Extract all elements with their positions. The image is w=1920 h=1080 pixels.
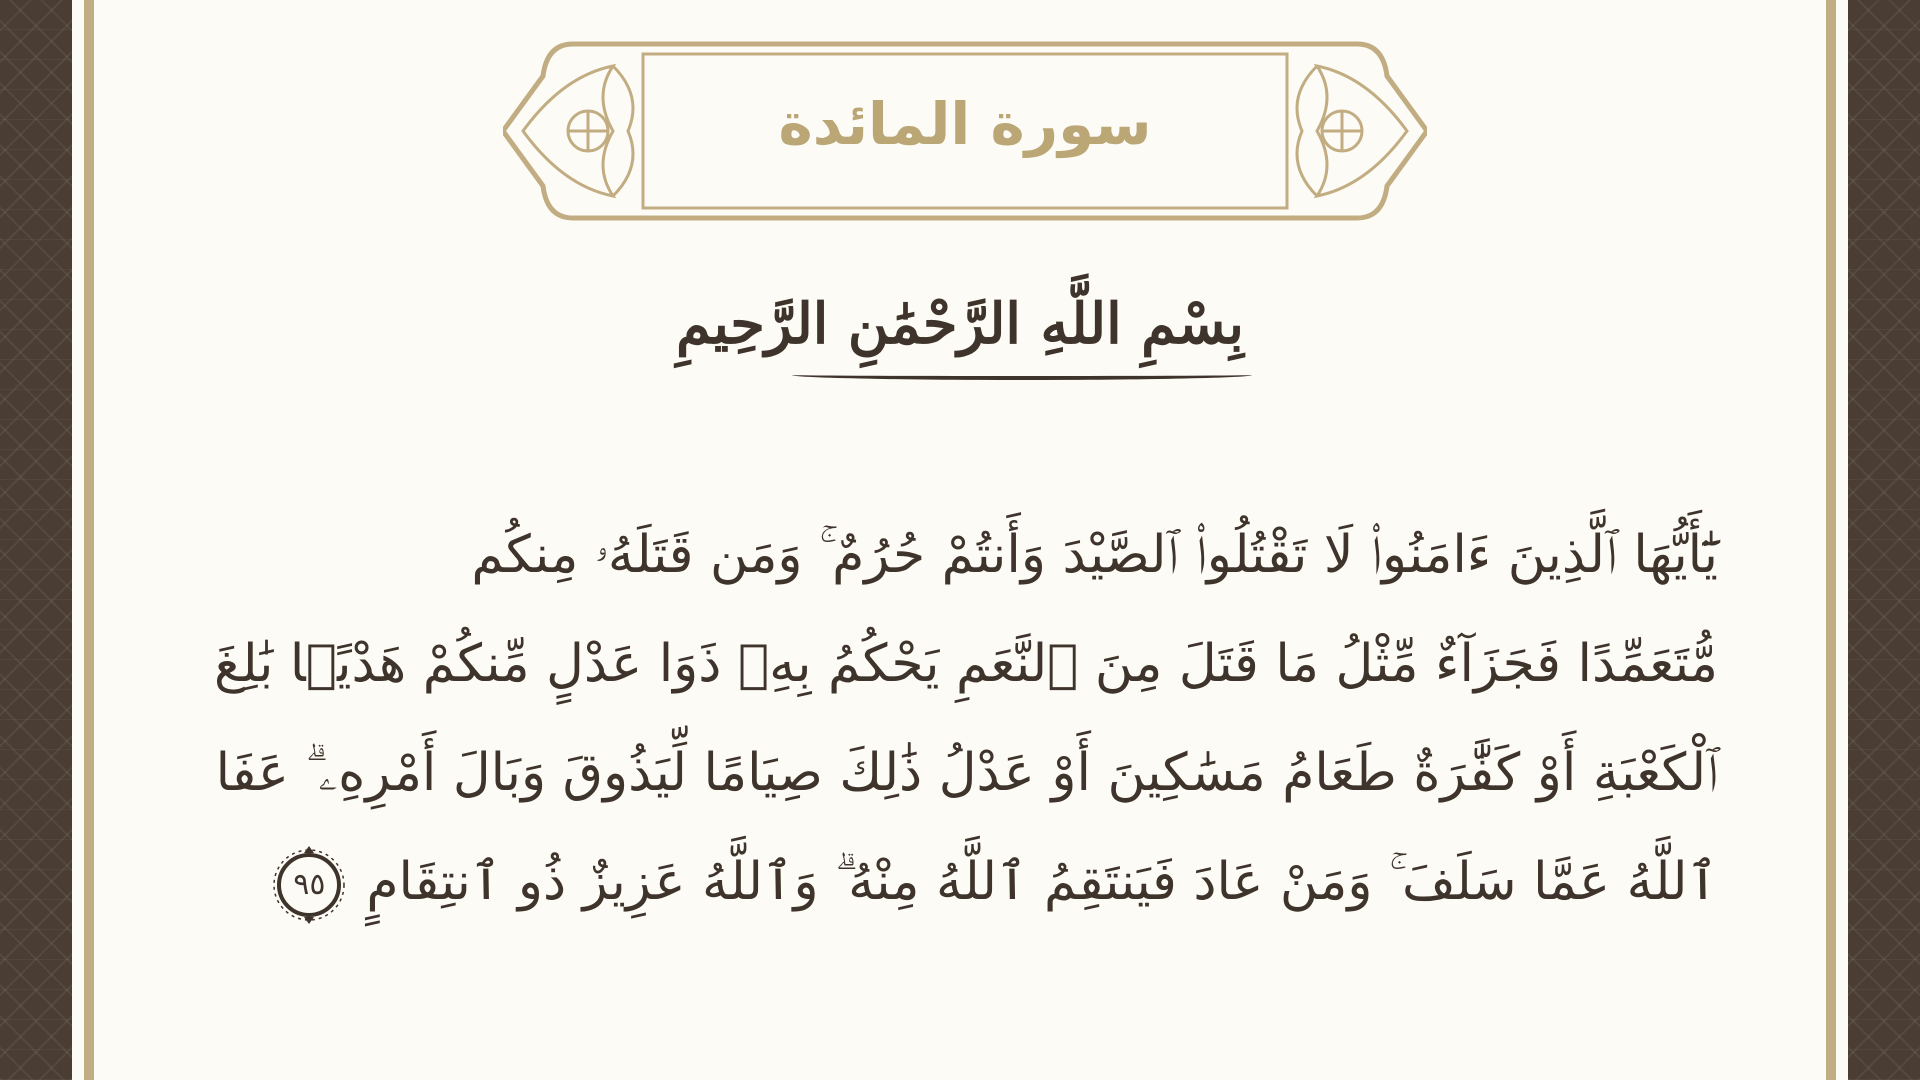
verse-line: مُّتَعَمِّدًا فَجَزَآءٌ مِّثْلُ مَا قَتَلَ مِنَ ٱلنَّعَمِ يَحْكُمُ بِهِۦ ذَوَا عَدْلٍ مِّنكُمْ هَدْيًۢا بَٰلِغَ — [214, 634, 1718, 694]
verse-text — [192, 505, 1718, 941]
basmala: بِسْمِ اللَّهِ الرَّحْمَٰنِ الرَّحِيمِ — [676, 291, 1244, 357]
page-sheet — [72, 0, 1848, 1080]
surah-title-cartouche — [503, 36, 1427, 226]
verse-line-text: ٱللَّهُ عَمَّا سَلَفَ ۚ وَمَنْ عَادَ فَيَنتَقِمُ ٱللَّهُ مِنْهُ ۗ وَٱللَّهُ عَزِيزٌ ذُو ٱنتِقَامٍ — [366, 852, 1718, 912]
left-ornamental-border — [0, 0, 72, 1080]
right-gold-rule — [1826, 0, 1836, 1080]
right-ornamental-border — [1848, 0, 1920, 1080]
verse-line — [192, 832, 1718, 941]
surah-title: سورة المائدة — [778, 90, 1152, 158]
left-gold-rule — [84, 0, 94, 1080]
ayah-end-marker — [268, 844, 350, 926]
verse-line: يَٰٓأَيُّهَا ٱلَّذِينَ ءَامَنُوا۟ لَا تَقْتُلُوا۟ ٱلصَّيْدَ وَأَنتُمْ حُرُمٌ ۚ وَمَن قَتَلَهُۥ مِنكُم — [471, 525, 1718, 585]
basmala-flourish — [792, 370, 1252, 380]
ayah-number: ٩٥ — [293, 867, 326, 902]
verse-line: ٱلْكَعْبَةِ أَوْ كَفَّٰرَةٌ طَعَامُ مَسَٰكِينَ أَوْ عَدْلُ ذَٰلِكَ صِيَامًا لِّيَذُوقَ وَبَالَ أَمْرِهِۦ ۗ عَفَا — [215, 743, 1718, 803]
